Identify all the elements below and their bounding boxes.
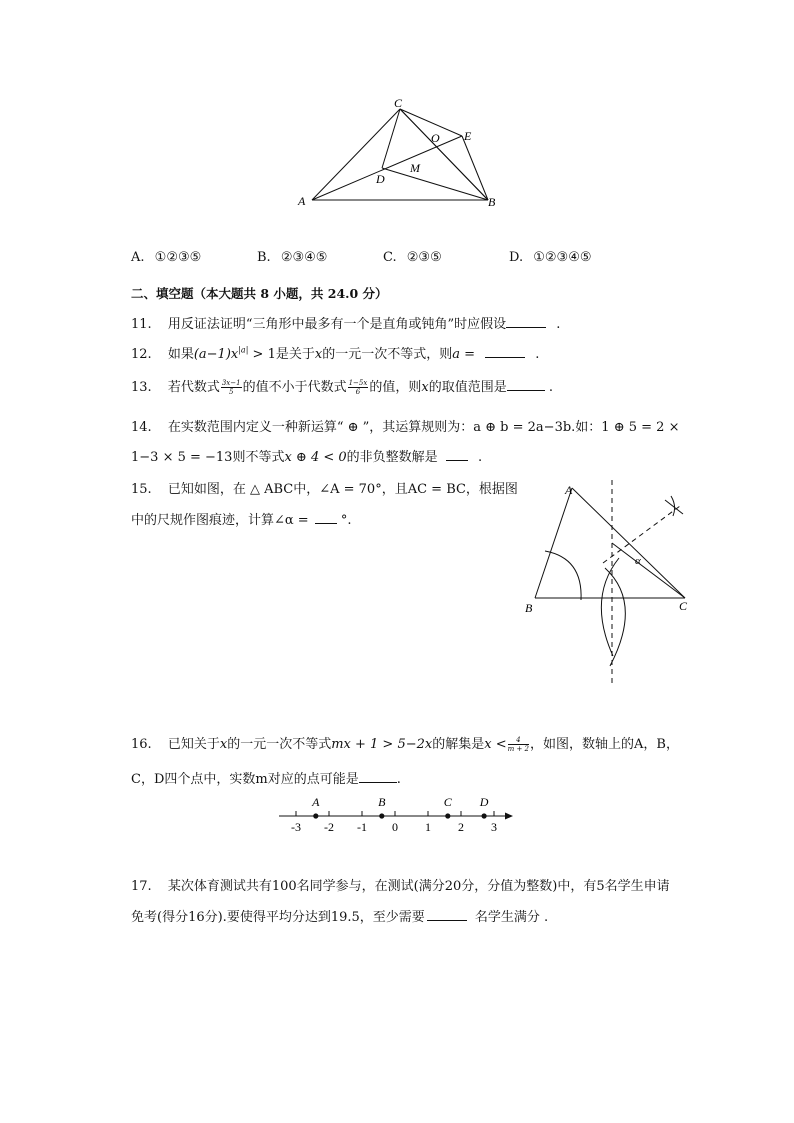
choice-b-letter: B. xyxy=(257,250,271,265)
q11-number: 11. xyxy=(131,317,152,332)
q15-line-2: 中的尺规作图痕迹，计算∠α = xyxy=(131,513,313,528)
q16-text-1: 已知关于 xyxy=(167,737,220,752)
q16-text-3: 的解集是 xyxy=(432,737,485,752)
number-line-tick-label: -3 xyxy=(291,820,301,834)
fig15-label-alpha: α xyxy=(635,555,641,567)
choice-b-text: ②③④⑤ xyxy=(280,250,328,265)
q13-frac1-num: 3x−1 xyxy=(221,379,241,387)
q15-number: 15. xyxy=(131,482,152,497)
fig15-label-C: C xyxy=(679,599,688,613)
q16-var-x: x xyxy=(219,737,228,752)
q11-text: 用反证法证明“三角形中最多有一个是直角或钝角”时应假设 xyxy=(167,317,507,332)
question-12 xyxy=(131,343,539,362)
question-17 xyxy=(131,875,670,894)
question-15-line2 xyxy=(131,509,351,528)
q16-end: . xyxy=(396,772,401,787)
q13-text-4: 的取值范围是 xyxy=(428,380,507,395)
q12-expr: (a−1)x xyxy=(193,347,239,362)
q13-text-1: 若代数式 xyxy=(167,380,220,395)
choice-c-letter: C. xyxy=(383,250,397,265)
choice-d-text: ①②③④⑤ xyxy=(533,250,592,265)
q17-line-2: 免考(得分16分).要使得平均分达到19.5，至少需要 xyxy=(131,910,425,925)
q15-blank[interactable] xyxy=(315,513,337,524)
q16-number: 16. xyxy=(131,737,152,752)
choice-a-letter: A. xyxy=(131,250,145,265)
q13-fraction-2 xyxy=(348,379,369,396)
q13-number: 13. xyxy=(131,380,152,395)
q13-frac2-den: 6 xyxy=(355,388,361,396)
q12-text-3: 的一元一次不等式，则 xyxy=(322,347,453,362)
choice-d-letter: D. xyxy=(509,250,524,265)
number-line-point-label: B xyxy=(378,795,386,809)
q14-line-2a: 1−3 × 5 = −13则不等式 xyxy=(131,450,285,465)
q12-number: 12. xyxy=(131,347,152,362)
number-line-point-A xyxy=(313,813,318,818)
choice-a-text: ①②③⑤ xyxy=(154,250,202,265)
question-17-line2 xyxy=(131,906,548,925)
q13-fraction-1 xyxy=(221,379,242,396)
number-line-point-C xyxy=(445,813,450,818)
q15-end: °. xyxy=(340,513,352,528)
q13-end: . xyxy=(548,380,553,395)
q13-frac2-num: 1−5x xyxy=(348,379,368,387)
question-14-line2 xyxy=(131,446,482,465)
q17-blank[interactable] xyxy=(427,910,467,921)
number-line-arrow xyxy=(505,813,513,820)
number-line-point-label: D xyxy=(479,795,489,809)
q12-end: . xyxy=(535,347,540,362)
q14-end: . xyxy=(477,450,483,465)
q12-blank[interactable] xyxy=(485,347,525,358)
triangle-figure xyxy=(290,92,510,214)
label-A: A xyxy=(298,194,306,208)
q16-text-2: 的一元一次不等式 xyxy=(227,737,332,752)
choice-d[interactable] xyxy=(509,250,592,265)
construction-figure xyxy=(515,478,705,688)
q14-line-2c: 的非负整数解是 xyxy=(346,450,438,465)
q12-eq: = xyxy=(459,347,480,362)
number-line-tick-label: 1 xyxy=(425,820,431,834)
number-line-point-D xyxy=(482,813,487,818)
q16-frac-den: m + 2 xyxy=(507,745,530,753)
choice-c[interactable] xyxy=(383,250,442,265)
choice-c-text: ②③⑤ xyxy=(406,250,442,265)
q12-text-1: 如果 xyxy=(167,347,194,362)
number-line-tick-label: -1 xyxy=(357,820,367,834)
question-11 xyxy=(131,313,560,332)
q16-inequality: mx + 1 > 5−2x xyxy=(331,737,433,752)
q12-var-x: x xyxy=(314,347,323,362)
number-line-point-B xyxy=(379,813,384,818)
q16-line-2: C，D四个点中，实数m对应的点可能是 xyxy=(131,772,359,787)
q16-solution: x < xyxy=(484,737,507,752)
q17-line-2-end: 名学生满分 . xyxy=(474,910,549,925)
question-15 xyxy=(131,478,518,497)
q14-inequality: x ⊕ 4 < 0 xyxy=(284,450,347,465)
q11-blank[interactable] xyxy=(506,317,546,328)
question-16-line2 xyxy=(131,768,401,787)
q16-frac-num: 4 xyxy=(508,736,529,745)
q13-blank[interactable] xyxy=(507,380,545,391)
q14-blank[interactable] xyxy=(446,450,468,461)
q12-var-a: a xyxy=(452,347,460,362)
number-line-tick-label: 2 xyxy=(458,820,464,834)
number-line-tick-label: 0 xyxy=(392,820,398,834)
number-line xyxy=(275,788,520,838)
number-line-point-label: A xyxy=(312,795,320,809)
label-O: O xyxy=(431,131,440,145)
section-title: 二、填空题（本大题共 8 小题，共 24.0 分） xyxy=(131,286,388,301)
q16-blank[interactable] xyxy=(359,772,397,783)
question-14 xyxy=(131,416,679,435)
q13-frac1-den: 5 xyxy=(228,388,234,396)
fig15-label-B: B xyxy=(525,601,533,615)
choice-b[interactable] xyxy=(257,250,327,265)
label-B: B xyxy=(488,195,496,209)
number-line-point-label: C xyxy=(443,795,452,809)
q17-number: 17. xyxy=(131,879,152,894)
question-13 xyxy=(131,376,553,396)
q13-text-3: 的值，则 xyxy=(369,380,422,395)
q14-line-1: 在实数范围内定义一种新运算“ ⊕ ”，其运算规则为：a ⊕ b = 2a−3b.如：1 ⊕ 5 = 2 × xyxy=(167,420,680,435)
label-E: E xyxy=(464,129,472,143)
q17-line-1: 某次体育测试共有100名同学参与，在测试(满分20分，分值为整数)中，有5名学生申请 xyxy=(167,879,670,894)
q13-text-2: 的值不小于代数式 xyxy=(242,380,347,395)
q11-end: . xyxy=(556,317,561,332)
q12-gt: > 1 xyxy=(248,347,276,362)
q14-number: 14. xyxy=(131,420,152,435)
q16-text-4: ，如图，数轴上的A，B， xyxy=(530,737,679,752)
question-16 xyxy=(131,733,679,753)
fig15-label-A: A xyxy=(565,483,573,497)
q16-fraction xyxy=(508,736,529,753)
choice-a[interactable] xyxy=(131,250,201,265)
q12-text-2: 是关于 xyxy=(275,347,315,362)
label-M: M xyxy=(410,161,420,175)
q15-line-1: 已知如图，在 △ ABC中，∠A = 70°，且AC = BC，根据图 xyxy=(167,482,518,497)
number-line-tick-label: 3 xyxy=(491,820,497,834)
q12-exponent: |a| xyxy=(238,345,249,355)
q13-var-x: x xyxy=(421,380,429,395)
label-C: C xyxy=(394,96,403,110)
label-D: D xyxy=(376,172,385,186)
number-line-tick-label: -2 xyxy=(324,820,334,834)
